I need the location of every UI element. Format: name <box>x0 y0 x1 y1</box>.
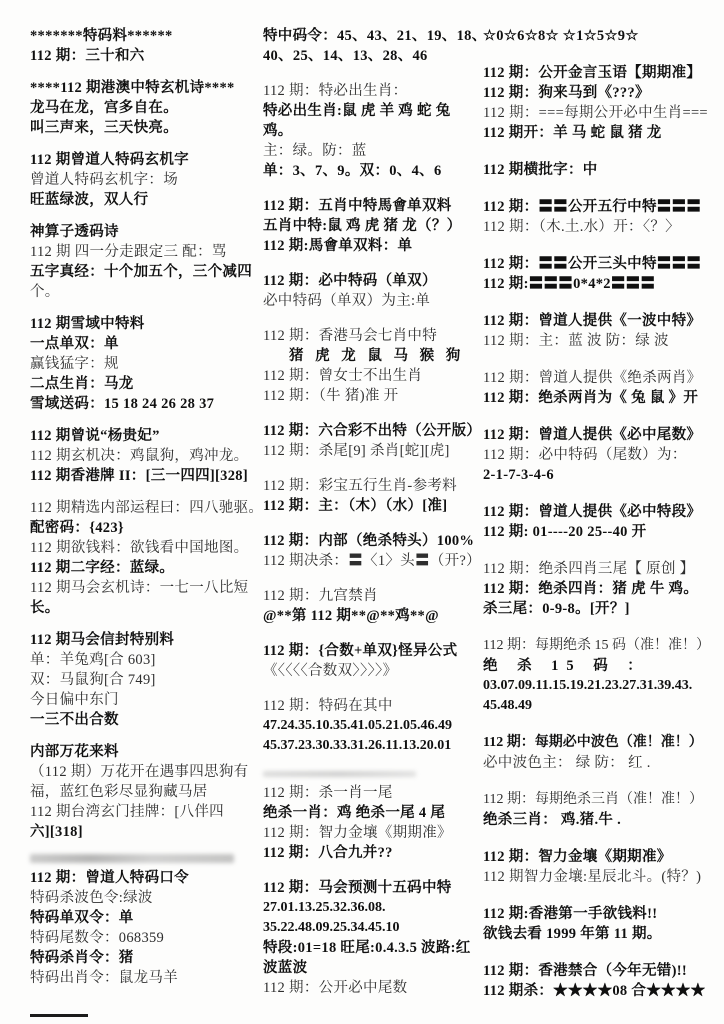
text-line: 112 期：（牛 猪)准 开 <box>263 388 399 404</box>
text-line: 五字真经：十个加五个，三个减四 <box>30 264 252 280</box>
text-line: 特中码令：45、43、21、19、18、 <box>263 28 487 44</box>
text-line: 112 期：六合彩不出特（公开版） <box>263 423 482 439</box>
text-line: 特段:01=18 旺尾:0.4.3.5 波路:红 <box>263 940 471 956</box>
text-line: 112 期欲钱料：欲钱看中国地图。 <box>30 540 249 556</box>
text-line: 112 期：彩宝五行生肖-参考料 <box>263 478 457 494</box>
text-line: 内部万花来料 <box>30 744 119 760</box>
text-line: 112 期：九宫禁肖 <box>263 588 378 604</box>
text-line: 112 期：曾道人提供《绝杀两肖》 <box>483 370 702 386</box>
text-line: 112 期：马会预测十五码中特 <box>263 880 452 896</box>
text-line: 112 期台湾玄门挂牌：[八伴四 <box>30 804 224 820</box>
text-line: @**第 112 期**@**鸡**@ <box>263 608 439 624</box>
text-line: 必中波色主： 绿 防： 红 . <box>483 755 651 771</box>
text-block <box>263 81 481 181</box>
text-block <box>263 196 481 256</box>
text-block <box>30 222 262 302</box>
text-block <box>483 559 719 619</box>
text-line: 112 期：主：（木）（水）[准] <box>263 498 448 514</box>
text-line: 福，蓝红色彩尽显狗藏马居 <box>30 784 208 800</box>
text-line: 112 期：{合数+单双}怪异公式 <box>263 643 458 659</box>
text-block <box>30 498 262 618</box>
text-line: 112 期马会玄机诗：一七一八比短 <box>30 580 249 596</box>
text-block <box>483 425 719 485</box>
text-line: 绝杀三肖： 鸡.猪.牛 . <box>483 812 622 828</box>
text-line: ****112 期港澳中特玄机诗**** <box>30 80 235 96</box>
text-line: 112 期：曾道人提供《必中特段》 <box>483 504 702 520</box>
text-block <box>483 790 719 830</box>
text-line: 必中特码（单双）为主:单 <box>263 293 431 309</box>
text-line: 112 期马会信封特别料 <box>30 632 175 648</box>
text-line: 112 期：曾道人提供《必中尾数》 <box>483 427 702 443</box>
text-line: 个。 <box>30 284 60 300</box>
text-line: 《〈〈〈〈合数双〉〉〉〉》 <box>263 663 398 679</box>
column-middle <box>263 26 487 1013</box>
text-line: 112 期:馬會单双料：单 <box>263 238 413 254</box>
text-line: 112 期智力金壤:星辰北斗。(特？) <box>483 869 702 885</box>
text-line: 特码杀肖令：猪 <box>30 950 134 966</box>
text-block <box>30 78 262 138</box>
text-line: 112 期:香港第一手欲钱料!! <box>483 906 658 922</box>
text-block <box>263 641 481 681</box>
text-line: 112 期：八合九并?? <box>263 845 393 861</box>
text-line: 特码单双令：单 <box>30 910 134 926</box>
text-line: ☆0☆6☆8☆ ☆1☆5☆9☆ <box>483 28 639 44</box>
text-line: 龙马在龙，宫多自在。 <box>30 100 178 116</box>
text-line: 112 期：〓〓公开五行中特〓〓〓 <box>483 199 702 215</box>
text-line: 112 期：三十和六 <box>30 48 145 64</box>
text-block <box>483 502 719 542</box>
text-line: 47.24.35.10.35.41.05.21.05.46.49 <box>263 718 452 733</box>
text-line: 112 期：必中特码（单双） <box>263 273 437 289</box>
text-line: 鸡。 <box>263 123 293 139</box>
text-block <box>30 742 262 842</box>
text-block <box>483 254 719 294</box>
text-line: 特码尾数令：068359 <box>30 930 165 946</box>
text-block <box>30 426 262 486</box>
text-line: 112 期：香港禁合（今年无错)!! <box>483 963 687 979</box>
text-line: 112 期：每期必中波色（准！准！） <box>483 735 703 750</box>
text-block <box>483 197 719 237</box>
text-block <box>263 696 481 756</box>
text-line: 2-1-7-3-4-6 <box>483 467 554 483</box>
text-line: 欲钱去看 1999 年第 11 期。 <box>483 926 662 942</box>
text-block <box>483 961 719 1001</box>
text-line: 112 期:〓〓〓0*4*2〓〓〓 <box>483 276 656 292</box>
text-line: 特码杀波色令:绿波 <box>30 890 153 906</box>
text-block <box>263 476 481 516</box>
text-line: 112 期雪域中特料 <box>30 316 145 332</box>
text-block <box>263 26 487 66</box>
text-line: 27.01.13.25.32.36.08. <box>263 900 386 915</box>
smudged-line <box>263 771 416 777</box>
text-line: 二点生肖：马龙 <box>30 376 134 392</box>
text-line: 神算子透码诗 <box>30 224 119 240</box>
smudged-line <box>30 854 234 863</box>
text-line: 112 期：必中特码（尾数）为： <box>483 447 687 463</box>
text-line: 配密码：{423} <box>30 520 124 536</box>
text-line: 112 期：智力金壤《期期准》 <box>483 849 672 865</box>
text-line: 猪 虎 龙 鼠 马 猴 狗 <box>289 348 465 364</box>
text-line: 03.07.09.11.15.19.21.23.27.31.39.43. <box>483 678 693 693</box>
text-line: 112 期：内部（绝杀特头）100% <box>263 533 475 549</box>
text-line: 绝杀一肖：鸡 绝杀一尾 4 尾 <box>263 805 446 821</box>
text-line: 112 期 四一分走跟定三 配：骂 <box>30 244 227 260</box>
text-line: 五肖中特:鼠 鸡 虎 猪 龙（？） <box>263 218 462 234</box>
text-line: 112 期：每期绝杀三肖（准！准！） <box>483 792 703 807</box>
text-line: 112 期横批字：中 <box>483 162 598 178</box>
text-line: 112 期：智力金壤《期期准》 <box>263 825 452 841</box>
text-line: 单：3、7、9。双：0、4、6 <box>263 163 442 179</box>
text-line: 112 期：〓〓公开三头中特〓〓〓 <box>483 256 702 272</box>
text-block <box>263 586 481 626</box>
text-line: 特必出生肖:鼠 虎 羊 鸡 蛇 兔 <box>263 103 451 119</box>
text-block <box>483 847 719 887</box>
text-block <box>263 326 481 406</box>
text-line: 112 期：特码在其中 <box>263 698 393 714</box>
page-edge-mark <box>30 1014 88 1017</box>
text-line: 112 期：狗来马到《???》 <box>483 85 650 101</box>
text-block <box>30 630 262 730</box>
text-line: 雪域送码：15 18 24 26 28 37 <box>30 396 215 412</box>
text-block <box>483 63 719 143</box>
text-block <box>483 636 719 716</box>
text-line: 112 期：（木.土.水）开：〈？〉 <box>483 219 680 235</box>
text-line: 赢钱猛字：规 <box>30 356 119 372</box>
text-block <box>263 878 481 998</box>
text-line: 112 期玄机决：鸡鼠狗，鸡冲龙。 <box>30 448 249 464</box>
text-line: 45.48.49 <box>483 698 532 713</box>
text-line: 112 期：绝杀两肖为《 兔 鼠 》开 <box>483 390 699 406</box>
text-line: 112 期：公开金言玉语【期期准】 <box>483 65 702 81</box>
text-block <box>483 26 719 46</box>
text-line: 112 期：曾道人提供《一波中特》 <box>483 313 702 329</box>
text-block <box>483 160 719 180</box>
text-line: 波蓝波 <box>263 960 308 976</box>
text-line: 45.37.23.30.33.31.26.11.13.20.01 <box>263 738 452 753</box>
text-line: 112 期：绝杀四肖：猪 虎 牛 鸡。 <box>483 581 699 597</box>
column-left <box>30 26 262 1000</box>
text-line: 112 期：绝杀四肖三尾【 原创 】 <box>483 561 695 577</box>
text-line: 112 期：主：蓝 波 防：绿 波 <box>483 333 669 349</box>
text-line: 112 期：曾女士不出生肖 <box>263 368 423 384</box>
text-line: 今日偏中东门 <box>30 692 119 708</box>
text-block <box>483 311 719 351</box>
text-line: 112 期：===每期公开必中生肖=== <box>483 105 708 121</box>
text-block <box>263 421 481 461</box>
text-line: 双：马鼠狗[合 749] <box>30 672 156 688</box>
text-line: 112 期香港牌 II：[三一四四][328] <box>30 468 248 484</box>
text-line: 112 期：香港马会七肖中特 <box>263 328 438 344</box>
text-line: 112 期：杀一肖一尾 <box>263 785 393 801</box>
text-line: 单：羊兔鸡[合 603] <box>30 652 156 668</box>
text-line: 杀三尾：0-9-8。[开？] <box>483 601 630 617</box>
text-line: 112 期二字经：蓝绿。 <box>30 560 175 576</box>
text-block <box>30 26 262 66</box>
text-block <box>483 368 719 408</box>
text-line: 112 期：每期绝杀 15 码（准！准！） <box>483 638 710 653</box>
text-line: 112 期：公开必中尾数 <box>263 980 408 996</box>
text-block <box>263 531 481 571</box>
text-line: （112 期）万花开在遇事四思狗有 <box>30 764 249 780</box>
text-line: 曾道人特码玄机字：场 <box>30 172 178 188</box>
text-line: 112 期精选内部运程曰：四八驰驱。 <box>30 500 264 516</box>
text-line: 40、25、14、13、28、46 <box>263 48 428 64</box>
text-line: 特码出肖令：鼠龙马羊 <box>30 970 178 986</box>
text-line: 112 期开：羊 马 蛇 鼠 猪 龙 <box>483 125 662 141</box>
text-block <box>483 733 719 773</box>
text-line: 112 期曾道人特码玄机字 <box>30 152 189 168</box>
text-block <box>30 314 262 414</box>
text-line: 旺蓝绿波，双人行 <box>30 192 149 208</box>
text-line: 叫三声来，三天快亮。 <box>30 120 178 136</box>
text-line: 长。 <box>30 600 60 616</box>
text-block <box>30 150 262 210</box>
text-line: 112 期杀：★★★★08 合★★★★ <box>483 983 706 999</box>
text-line: 一点单双：单 <box>30 336 119 352</box>
text-line: 主：绿。防：蓝 <box>263 143 367 159</box>
text-line: 112 期：五肖中特馬會单双料 <box>263 198 452 214</box>
text-block <box>263 771 481 863</box>
text-line: 112 期: 01----20 25--40 开 <box>483 524 647 540</box>
text-line: 112 期曾说“杨贵妃” <box>30 428 160 444</box>
text-line: 绝 杀 15 码 ： <box>483 658 650 674</box>
text-line: 112 期：曾道人特码口令 <box>30 870 189 886</box>
text-line: 112 期：特必出生肖： <box>263 83 408 99</box>
text-block <box>483 904 719 944</box>
text-line: *******特码料****** <box>30 28 173 44</box>
column-right <box>483 26 719 1018</box>
text-line: 一三不出合数 <box>30 712 119 728</box>
text-block <box>30 854 262 988</box>
text-line: 六][318] <box>30 824 83 840</box>
text-block <box>263 271 481 311</box>
text-line: 112 期决杀：〓〈1〉头〓（开?） <box>263 553 481 569</box>
text-line: 35.22.48.09.25.34.45.10 <box>263 920 400 935</box>
text-line: 112 期：杀尾[9] 杀肖[蛇][虎] <box>263 443 450 459</box>
